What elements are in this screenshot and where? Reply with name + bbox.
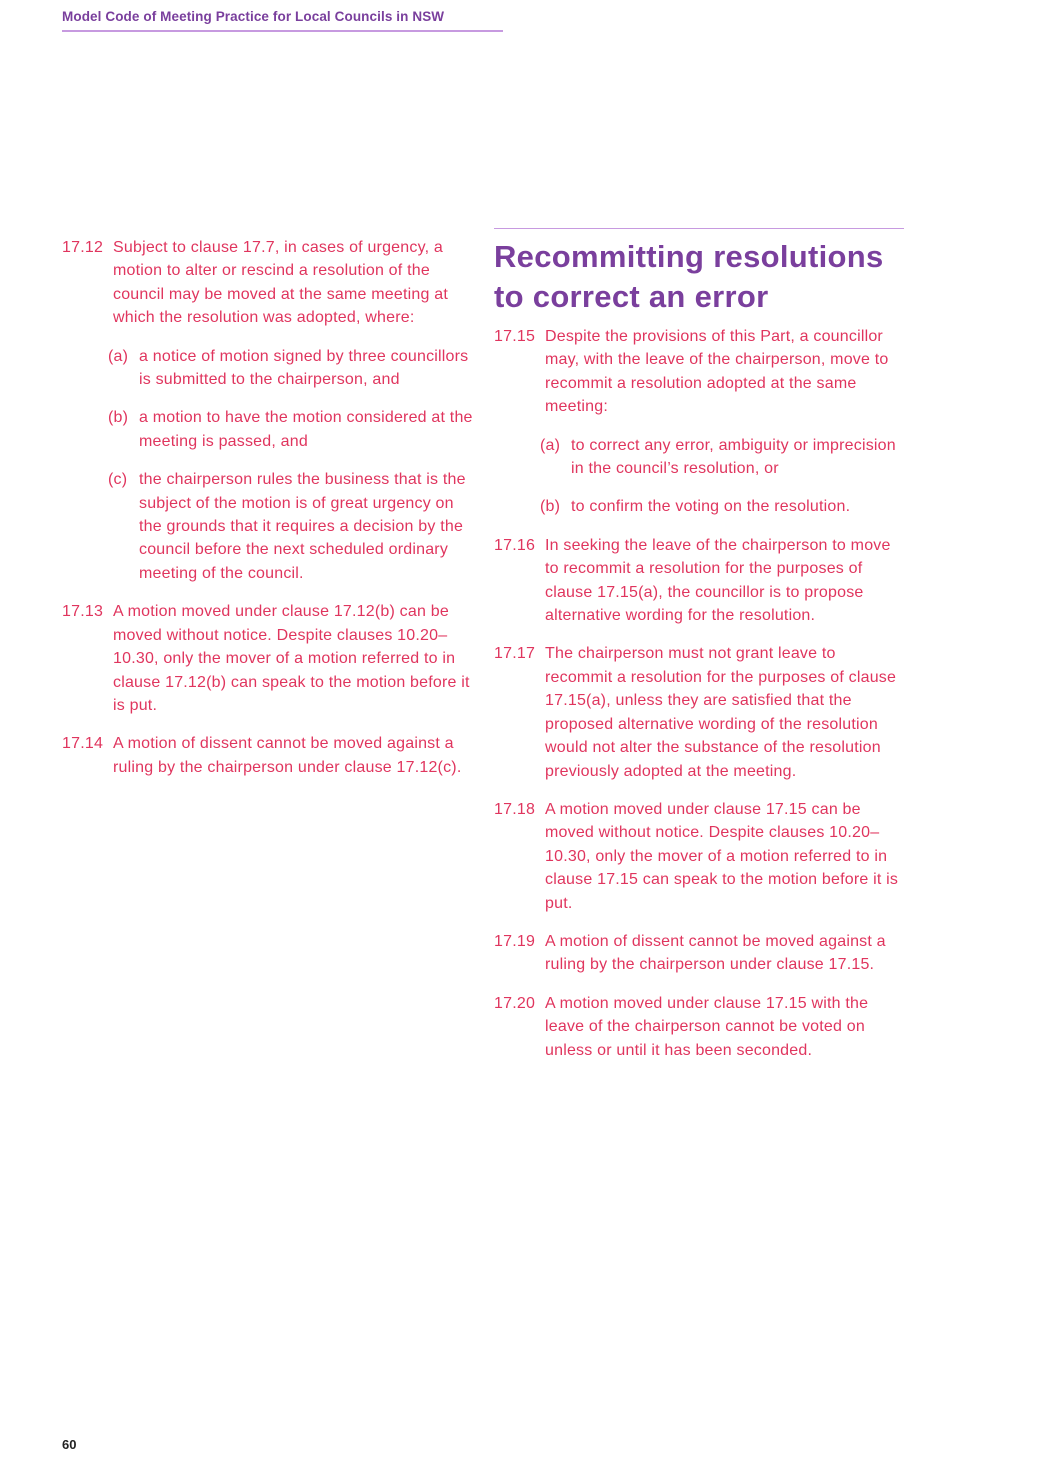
clause-number: 17.20 bbox=[494, 994, 536, 1012]
clause-text: Despite the provisions of this Part, a councillor may, with the leave of the chairperson, move to recommit a resolution adopted at the same meeting: bbox=[545, 328, 889, 416]
clause-text: The chairperson must not grant leave to recommit a resolution for the purposes of clause 17.15(a), unless they are satisfied that the proposed alternative wording of the resolution would not alter the substance of the resolution previously adopted at the meeting. bbox=[545, 645, 897, 780]
clause-text: In seeking the leave of the chairperson to move to recommit a resolution for the purposes of clause 17.15(a), the councillor is to propose alternative wording for the resolution. bbox=[545, 536, 891, 625]
sub-item-text: the chairperson rules the business that is the subject of the motion is of great urgency on the grounds that it requires a decision by the council before the next scheduled ordinary meeting of the council. bbox=[139, 471, 466, 582]
document-title: Model Code of Meeting Practice for Local Councils in NSW bbox=[62, 9, 445, 24]
sub-item-text: a notice of motion signed by three councillors is submitted to the chairperson, and bbox=[139, 347, 469, 389]
clause-number: 17.16 bbox=[494, 536, 536, 554]
clause-17-16 bbox=[494, 534, 904, 628]
sub-item-text: to correct any error, ambiguity or imprecision in the council’s resolution, or bbox=[571, 436, 896, 478]
clause-17-15 bbox=[494, 325, 904, 519]
clause-text: A motion moved under clause 17.15 can be moved without notice. Despite clauses 10.20–10.30, only the mover of a motion referred to in clause 17.15 can speak to the motion before it is put. bbox=[545, 800, 899, 912]
sub-item-text: to confirm the voting on the resolution. bbox=[571, 498, 851, 516]
clause-number: 17.17 bbox=[494, 645, 536, 663]
clause-text: Subject to clause 17.7, in cases of urgency, a motion to alter or rescind a resolution of the council may be moved at the same meeting at which the resolution was adopted, where: bbox=[113, 239, 448, 327]
clause-17-19 bbox=[494, 930, 904, 977]
clause-text: A motion moved under clause 17.15 with the leave of the chairperson cannot be voted on unless or until it has been seconded. bbox=[545, 994, 869, 1059]
clause-text: A motion moved under clause 17.12(b) can be moved without notice. Despite clauses 10.20–10.30, only the mover of a motion referred to in clause 17.12(b) can speak to the motion before it is put. bbox=[113, 603, 470, 714]
sub-item-list bbox=[540, 434, 904, 519]
right-column bbox=[494, 228, 904, 1077]
sub-item bbox=[540, 434, 904, 481]
sub-item-text: a motion to have the motion considered at the meeting is passed, and bbox=[139, 409, 473, 450]
clause-17-13 bbox=[62, 600, 474, 717]
sub-item-label: (a) bbox=[540, 436, 561, 454]
section-heading: Recommitting resolutions to correct an error bbox=[494, 239, 884, 314]
sub-item-label: (b) bbox=[108, 409, 129, 427]
sub-item-list bbox=[108, 345, 474, 586]
clause-number: 17.13 bbox=[62, 603, 104, 621]
clause-number: 17.12 bbox=[62, 239, 104, 256]
clause-17-14 bbox=[62, 732, 474, 779]
clause-17-17 bbox=[494, 642, 904, 782]
clause-17-12 bbox=[62, 236, 474, 585]
running-header bbox=[62, 9, 503, 32]
page-number: 60 bbox=[62, 1437, 77, 1452]
left-column bbox=[62, 236, 474, 794]
sub-item-label: (b) bbox=[540, 498, 561, 516]
clause-text: A motion of dissent cannot be moved against a ruling by the chairperson under clause 17.12(c). bbox=[113, 735, 462, 776]
sub-item bbox=[540, 495, 904, 518]
sub-item-label: (c) bbox=[108, 471, 128, 489]
sub-item bbox=[108, 345, 474, 392]
sub-item bbox=[108, 468, 474, 585]
section-divider bbox=[494, 228, 904, 229]
clause-number: 17.18 bbox=[494, 800, 536, 818]
sub-item-label: (a) bbox=[108, 347, 129, 365]
clause-17-18 bbox=[494, 798, 904, 915]
sub-item bbox=[108, 406, 474, 453]
clause-number: 17.15 bbox=[494, 328, 536, 345]
clause-17-20 bbox=[494, 992, 904, 1062]
clause-number: 17.19 bbox=[494, 932, 536, 950]
clause-text: A motion of dissent cannot be moved against a ruling by the chairperson under clause 17.15. bbox=[545, 932, 886, 974]
clause-number: 17.14 bbox=[62, 735, 104, 753]
